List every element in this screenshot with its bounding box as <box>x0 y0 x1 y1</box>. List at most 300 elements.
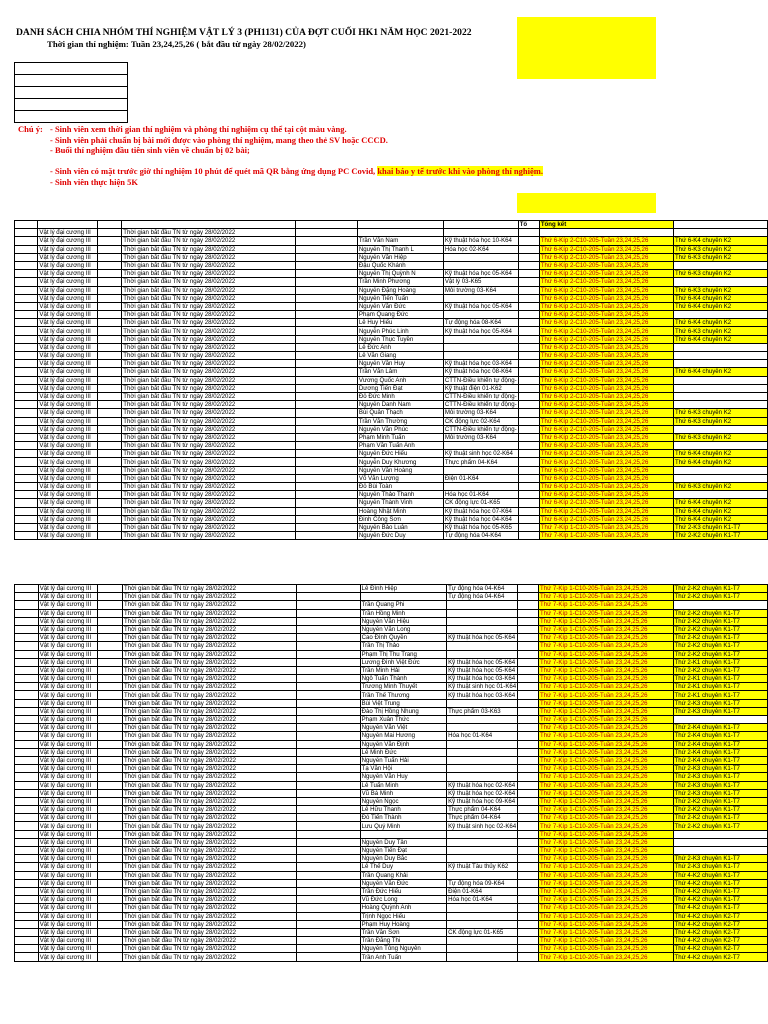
cell-course: Vật lý đại cương III <box>38 253 98 261</box>
cell-extra-schedule <box>673 360 767 368</box>
cell-blank <box>98 937 123 945</box>
cell-course: Vật lý đại cương III <box>38 789 98 797</box>
cell-class <box>443 294 518 302</box>
cell-course: Vật lý đại cương III <box>38 278 98 286</box>
cell-schedule: Thứ 7-Kíp 1-C10-205-Tuần 23,24,25,26 <box>539 691 674 699</box>
cell-student-name: Đỗ Tiến Thành <box>360 814 446 822</box>
cell-blank <box>15 683 39 691</box>
cell-class <box>443 311 518 319</box>
cell-student-name: Lê Tuấn Minh <box>360 781 446 789</box>
cell-blank <box>98 928 123 936</box>
cell-blank <box>518 261 539 269</box>
cell-extra-schedule: Thứ 2-K3 chuyên K1-T7 <box>673 707 767 715</box>
table-row <box>15 879 768 887</box>
cell-course: Vật lý đại cương III <box>38 855 98 863</box>
cell-blank <box>295 352 357 360</box>
cell-extra-schedule: Thứ 2-K2 chuyên K1-T7 <box>673 797 767 805</box>
cell-blank <box>297 601 360 609</box>
cell-blank <box>97 392 121 400</box>
table-row <box>15 781 768 789</box>
note-line: - Sinh viên có mặt trước giờ thí nghiệm 10 phút để quét mã QR bằng ứng dụng PC Covid, khai báo y tế trước khi vào phòng thí nghiệm. <box>50 166 543 176</box>
cell-student-name: Đỗ Đức Minh <box>357 392 443 400</box>
cell-time: Thời gian bắt đầu TN từ ngày 28/02/2022 <box>122 302 295 310</box>
cell-blank <box>518 311 539 319</box>
cell-blank <box>15 442 38 450</box>
cell-blank <box>15 352 38 360</box>
cell-course: Vật lý đại cương III <box>38 937 98 945</box>
cell-extra-schedule: Thứ 2-K2 chuyên K1-T7 <box>673 532 767 540</box>
cell-blank <box>97 458 121 466</box>
cell-blank <box>297 765 360 773</box>
cell-blank <box>98 887 123 895</box>
cell-blank <box>97 343 121 351</box>
cell-blank <box>518 945 539 953</box>
cell-blank <box>98 822 123 830</box>
cell-blank <box>295 491 357 499</box>
table-row <box>15 666 768 674</box>
cell-schedule: Thứ 7-Kíp 1-C10-205-Tuần 23,24,25,26 <box>539 920 674 928</box>
cell-blank <box>295 294 357 302</box>
cell-blank <box>97 302 121 310</box>
cell-student-name: Nguyễn Văn Hiệu <box>360 617 446 625</box>
cell-blank <box>518 675 539 683</box>
cell-schedule: Thứ 6-Kíp 2-C10-205-Tuần 23,24,25,26 <box>539 425 673 433</box>
cell-extra-schedule: Thứ 6-K3 chuyên K2 <box>673 286 767 294</box>
cell-class: Hóa học 02-K64 <box>443 245 518 253</box>
cell-course: Vật lý đại cương III <box>38 634 98 642</box>
cell-class: Kỹ thuật hóa học 05-K64 <box>443 302 518 310</box>
cell-class: Tự động hóa 04-K64 <box>443 532 518 540</box>
cell-blank <box>98 814 123 822</box>
cell-class: Kỹ thuật hóa học 03-K64 <box>447 675 518 683</box>
cell-blank <box>518 912 539 920</box>
cell-schedule: Thứ 7-Kíp 1-C10-205-Tuần 23,24,25,26 <box>539 887 674 895</box>
cell-time: Thời gian bắt đầu TN từ ngày 28/02/2022 <box>123 683 297 691</box>
cell-extra-schedule: Thứ 6-K4 chuyên K2 <box>673 302 767 310</box>
cell-blank <box>518 871 539 879</box>
cell-blank <box>15 773 39 781</box>
cell-blank <box>297 650 360 658</box>
cell-time: Thời gian bắt đầu TN từ ngày 28/02/2022 <box>123 887 297 895</box>
cell-student-name <box>360 830 446 838</box>
cell-blank <box>295 384 357 392</box>
cell-blank <box>97 294 121 302</box>
cell-course: Vật lý đại cương III <box>38 417 98 425</box>
cell-blank <box>15 376 38 384</box>
cell-time: Thời gian bắt đầu TN từ ngày 28/02/2022 <box>123 625 297 633</box>
table-row <box>15 401 768 409</box>
cell-blank <box>518 466 539 474</box>
cell-blank <box>15 879 39 887</box>
cell-time: Thời gian bắt đầu TN từ ngày 28/02/2022 <box>123 666 297 674</box>
cell-extra-schedule: Thứ 2-K1 chuyên K1-T7 <box>673 691 767 699</box>
student-table-1 <box>14 220 768 540</box>
cell-blank <box>15 311 38 319</box>
cell-blank <box>98 634 123 642</box>
cell-blank <box>297 593 360 601</box>
cell-blank <box>518 691 539 699</box>
cell-time: Thời gian bắt đầu TN từ ngày 28/02/2022 <box>122 343 295 351</box>
cell-blank <box>97 384 121 392</box>
table-row <box>15 797 768 805</box>
cell-student-name: Nguyễn Thị Thanh L <box>357 245 443 253</box>
cell-extra-schedule: Thứ 2-K4 chuyên K1-T7 <box>673 756 767 764</box>
table-row <box>15 732 768 740</box>
cell-blank <box>518 401 539 409</box>
cell-blank <box>297 830 360 838</box>
cell-blank <box>97 368 121 376</box>
cell-extra-schedule: Thứ 6-K3 chuyên K2 <box>673 327 767 335</box>
cell-time: Thời gian bắt đầu TN từ ngày 28/02/2022 <box>122 515 295 523</box>
cell-schedule: Thứ 7-Kíp 1-C10-205-Tuần 23,24,25,26 <box>539 806 674 814</box>
cell-blank <box>295 523 357 531</box>
cell-time: Thời gian bắt đầu TN từ ngày 28/02/2022 <box>123 756 297 764</box>
cell-blank <box>518 896 539 904</box>
table-row <box>15 765 768 773</box>
cell-schedule: Thứ 7-Kíp 1-C10-205-Tuần 23,24,25,26 <box>539 953 674 961</box>
cell-class: Kỹ thuật sinh học 02-K64 <box>448 822 517 830</box>
cell-student-name: Nguyễn Văn Phúc <box>357 425 443 433</box>
cell-blank <box>98 642 123 650</box>
cell-blank <box>15 625 39 633</box>
yellow-highlight-box <box>517 17 656 79</box>
cell-schedule: Thứ 6-Kíp 2-C10-205-Tuần 23,24,25,26 <box>539 442 673 450</box>
cell-student-name: Lê Đình Hiệp <box>360 585 446 593</box>
cell-schedule: Thứ 7-Kíp 1-C10-205-Tuần 23,24,25,26 <box>539 904 674 912</box>
cell-blank <box>297 699 360 707</box>
cell-time: Thời gian bắt đầu TN từ ngày 28/02/2022 <box>122 523 295 531</box>
cell-course: Vật lý đại cương III <box>38 863 98 871</box>
cell-blank <box>15 650 39 658</box>
cell-time: Thời gian bắt đầu TN từ ngày 28/02/2022 <box>123 871 297 879</box>
cell-course: Vật lý đại cương III <box>38 658 98 666</box>
cell-blank <box>97 237 121 245</box>
cell-blank <box>98 773 123 781</box>
cell-student-name: Trần Hồng Minh <box>360 609 446 617</box>
cell-class <box>447 765 518 773</box>
cell-extra-schedule: Thứ 2-K3 chuyên K1-T7 <box>673 699 767 707</box>
table-row <box>15 822 768 830</box>
cell-blank <box>295 261 357 269</box>
cell-blank <box>97 474 121 482</box>
note-line: - Sinh viên phải chuẩn bị bài mới được vào phòng thí nghiệm, mang theo thẻ SV hoặc CCCD. <box>50 134 388 145</box>
cell-blank <box>15 237 38 245</box>
cell-extra-schedule: Thứ 2-K3 chuyên K1-T7 <box>673 789 767 797</box>
cell-time: Thời gian bắt đầu TN từ ngày 28/02/2022 <box>122 253 295 261</box>
cell-blank <box>15 716 39 724</box>
cell-time: Thời gian bắt đầu TN từ ngày 28/02/2022 <box>122 491 295 499</box>
cell-class: Kỹ thuật hóa học 08-K64 <box>443 368 518 376</box>
cell-student-name: Trần Thị Thảo <box>360 642 446 650</box>
cell-schedule: Thứ 6-Kíp 2-C10-205-Tuần 23,24,25,26 <box>539 352 673 360</box>
cell-blank <box>518 789 539 797</box>
cell-class: CTTN-Điều khiển tự động- <box>444 425 517 433</box>
cell-time: Thời gian bắt đầu TN từ ngày 28/02/2022 <box>123 691 297 699</box>
cell-blank <box>98 855 123 863</box>
cell-blank <box>518 666 539 674</box>
cell-time: Thời gian bắt đầu TN từ ngày 28/02/2022 <box>122 458 295 466</box>
table-row <box>15 392 768 400</box>
cell-student-name: Vũ Bá Minh <box>360 789 446 797</box>
cell-class <box>443 352 518 360</box>
cell-schedule: Thứ 6-Kíp 2-C10-205-Tuần 23,24,25,26 <box>539 335 673 343</box>
cell-class <box>447 601 518 609</box>
cell-blank <box>295 237 357 245</box>
cell-blank <box>297 838 360 846</box>
cell-schedule: Thứ 7-Kíp 1-C10-205-Tuần 23,24,25,26 <box>539 937 674 945</box>
cell-extra-schedule: Thứ 6-K3 chuyên K2 <box>673 245 767 253</box>
cell-schedule: Thứ 7-Kíp 1-C10-205-Tuần 23,24,25,26 <box>539 855 674 863</box>
cell-schedule: Thứ 6-Kíp 2-C10-205-Tuần 23,24,25,26 <box>539 409 673 417</box>
cell-schedule: Thứ 7-Kíp 1-C10-205-Tuần 23,24,25,26 <box>539 740 674 748</box>
cell-extra-schedule <box>673 261 767 269</box>
cell-blank <box>98 806 123 814</box>
cell-blank <box>15 507 38 515</box>
cell-course: Vật lý đại cương III <box>38 474 98 482</box>
cell-blank <box>98 871 123 879</box>
cell-time: Thời gian bắt đầu TN từ ngày 28/02/2022 <box>123 617 297 625</box>
cell-student-name: Hoàng Nhật Minh <box>357 507 443 515</box>
cell-blank <box>518 425 539 433</box>
cell-student-name: Nguyễn Văn Hoàng <box>357 466 443 474</box>
cell-blank <box>295 327 357 335</box>
cell-blank <box>97 409 121 417</box>
table-row <box>15 368 768 376</box>
cell-blank <box>98 756 123 764</box>
cell-course: Vật lý đại cương III <box>38 294 98 302</box>
cell-student-name: Lê Đức Anh <box>357 343 443 351</box>
cell-blank <box>15 707 39 715</box>
cell-blank <box>15 806 39 814</box>
cell-student-name: Trần Quang Khải <box>360 871 446 879</box>
cell-blank <box>15 896 39 904</box>
cell-schedule: Thứ 7-Kíp 1-C10-205-Tuần 23,24,25,26 <box>539 532 673 540</box>
cell-time: Thời gian bắt đầu TN từ ngày 28/02/2022 <box>122 245 295 253</box>
cell-class <box>443 253 518 261</box>
cell-extra-schedule: Thứ 6-K4 chuyên K2 <box>673 450 767 458</box>
cell-student-name: Nguyễn Đặng Hoàng <box>357 286 443 294</box>
cell-course: Vật lý đại cương III <box>38 483 98 491</box>
cell-blank <box>15 740 39 748</box>
table-row <box>15 409 768 417</box>
table-row <box>15 904 768 912</box>
cell-course: Vật lý đại cương III <box>38 409 98 417</box>
cell-extra-schedule: Thứ 4-K2 chuyên K1-T7 <box>673 887 767 895</box>
cell-blank <box>97 253 121 261</box>
cell-class: Hóa học 01-K64 <box>447 896 518 904</box>
cell-extra-schedule: Thứ 6-K4 chuyên K2 <box>673 499 767 507</box>
table-row <box>15 319 768 327</box>
cell-blank <box>518 781 539 789</box>
table-row <box>15 634 768 642</box>
cell-time: Thời gian bắt đầu TN từ ngày 28/02/2022 <box>122 327 295 335</box>
cell-schedule: Thứ 6-Kíp 2-C10-205-Tuần 23,24,25,26 <box>539 294 673 302</box>
cell-schedule: Thứ 7-Kíp 1-C10-205-Tuần 23,24,25,26 <box>539 928 674 936</box>
cell-blank <box>518 838 539 846</box>
cell-class: Môi trường 03-K64 <box>443 433 518 441</box>
cell-extra-schedule: Thứ 4-K2 chuyên K2-T7 <box>673 912 767 920</box>
cell-class: CTTN-Điều khiển tự động- <box>444 393 517 401</box>
table-row <box>15 748 768 756</box>
cell-blank <box>295 270 357 278</box>
cell-blank <box>15 822 39 830</box>
cell-time: Thời gian bắt đầu TN từ ngày 28/02/2022 <box>123 847 297 855</box>
cell-student-name: Phạm Xuân Thức <box>360 716 446 724</box>
cell-student-name: Nguyễn Danh Nam <box>357 401 443 409</box>
cell-extra-schedule: Thứ 6-K4 chuyên K2 <box>673 368 767 376</box>
cell-schedule: Thứ 7-Kíp 1-C10-205-Tuần 23,24,25,26 <box>539 625 674 633</box>
cell-course: Vật lý đại cương III <box>38 319 98 327</box>
cell-course: Vật lý đại cương III <box>38 270 98 278</box>
cell-course: Vật lý đại cương III <box>38 871 98 879</box>
table-row <box>15 650 768 658</box>
cell-time: Thời gian bắt đầu TN từ ngày 28/02/2022 <box>123 707 297 715</box>
cell-schedule: Thứ 7-Kíp 1-C10-205-Tuần 23,24,25,26 <box>539 879 674 887</box>
table-row <box>15 625 768 633</box>
cell-time: Thời gian bắt đầu TN từ ngày 28/02/2022 <box>122 532 295 540</box>
cell-student-name: Nguyễn Duy Bắc <box>360 855 446 863</box>
cell-student-name: Trần Văn Nam <box>357 237 443 245</box>
cell-blank <box>15 401 38 409</box>
cell-course: Vật lý đại cương III <box>38 523 98 531</box>
cell-student-name: Nguyễn Phúc Linh <box>357 327 443 335</box>
cell-blank <box>98 847 123 855</box>
cell-blank <box>15 327 38 335</box>
cell-blank <box>15 302 38 310</box>
table-row <box>15 699 768 707</box>
table-row <box>15 384 768 392</box>
student-table-2 <box>14 584 768 962</box>
cell-extra-schedule <box>673 343 767 351</box>
cell-blank <box>15 499 38 507</box>
cell-blank <box>97 327 121 335</box>
cell-blank <box>15 474 38 482</box>
cell-course: Vật lý đại cương III <box>38 896 98 904</box>
cell-blank <box>15 765 39 773</box>
cell-blank <box>97 433 121 441</box>
cell-blank <box>297 863 360 871</box>
cell-blank <box>297 658 360 666</box>
cell-blank <box>15 392 38 400</box>
cell-blank <box>15 532 38 540</box>
cell-class: Hóa học 01-K64 <box>447 732 518 740</box>
cell-time: Thời gian bắt đầu TN từ ngày 28/02/2022 <box>122 409 295 417</box>
cell-time: Thời gian bắt đầu TN từ ngày 28/02/2022 <box>123 912 297 920</box>
cell-schedule: Thứ 7-Kíp 1-C10-205-Tuần 23,24,25,26 <box>539 896 674 904</box>
cell-time: Thời gian bắt đầu TN từ ngày 28/02/2022 <box>123 699 297 707</box>
cell-schedule: Thứ 6-Kíp 2-C10-205-Tuần 23,24,25,26 <box>539 401 673 409</box>
cell-course: Vật lý đại cương III <box>38 515 98 523</box>
table-row <box>15 433 768 441</box>
cell-class <box>447 871 518 879</box>
cell-blank <box>97 499 121 507</box>
table-row <box>15 871 768 879</box>
cell-time: Thời gian bắt đầu TN từ ngày 28/02/2022 <box>123 732 297 740</box>
cell-schedule: Thứ 7-Kíp 1-C10-205-Tuần 23,24,25,26 <box>539 666 674 674</box>
cell-class: Kỹ thuật hóa học 02-K64 <box>447 781 518 789</box>
cell-extra-schedule: Thứ 4-K2 chuyên K1-T7 <box>673 896 767 904</box>
cell-blank <box>295 392 357 400</box>
table-row <box>15 756 768 764</box>
cell-extra-schedule: Thứ 6-K3 chuyên K2 <box>673 270 767 278</box>
cell-student-name: Phạm Văn Tuấn Anh <box>357 442 443 450</box>
cell-class <box>447 904 518 912</box>
cell-blank <box>297 756 360 764</box>
cell-time: Thời gian bắt đầu TN từ ngày 28/02/2022 <box>122 335 295 343</box>
cell-class <box>447 945 518 953</box>
cell-course: Vật lý đại cương III <box>38 352 98 360</box>
cell-blank <box>297 748 360 756</box>
cell-class <box>443 335 518 343</box>
cell-blank <box>518 294 539 302</box>
cell-blank <box>15 593 39 601</box>
cell-class <box>443 466 518 474</box>
table-row <box>15 724 768 732</box>
cell-extra-schedule <box>673 442 767 450</box>
cell-blank <box>97 278 121 286</box>
cell-schedule: Thứ 7-Kíp 1-C10-205-Tuần 23,24,25,26 <box>539 650 674 658</box>
cell-course: Vật lý đại cương III <box>38 491 98 499</box>
cell-blank <box>97 515 121 523</box>
cell-course: Vật lý đại cương III <box>38 368 98 376</box>
cell-blank <box>15 953 39 961</box>
cell-blank <box>97 466 121 474</box>
cell-blank <box>518 904 539 912</box>
document-title: DANH SÁCH CHIA NHÓM THÍ NGHIỆM VẬT LÝ 3 (PH1131) CỦA ĐỢT CUỐI HK1 NĂM HỌC 2021-2022 <box>16 27 472 38</box>
cell-blank <box>518 392 539 400</box>
cell-blank <box>295 450 357 458</box>
cell-time: Thời gian bắt đầu TN từ ngày 28/02/2022 <box>122 376 295 384</box>
cell-blank <box>98 724 123 732</box>
cell-student-name: Nguyễn Đức Duy <box>357 532 443 540</box>
cell-time: Thời gian bắt đầu TN từ ngày 28/02/2022 <box>123 781 297 789</box>
cell-extra-schedule <box>673 847 767 855</box>
cell-extra-schedule: Thứ 2-K2 chuyên K1-T7 <box>673 822 767 830</box>
cell-extra-schedule: Thứ 4-K2 chuyên K2-T7 <box>673 953 767 961</box>
cell-time: Thời gian bắt đầu TN từ ngày 28/02/2022 <box>122 450 295 458</box>
cell-student-name: Trần Anh Tuấn <box>360 953 446 961</box>
cell-student-name: Lưu Quý Minh <box>360 822 446 830</box>
cell-blank <box>518 474 539 482</box>
cell-blank <box>98 593 123 601</box>
note-line: - Buổi thí nghiệm đầu tiên sinh viên về chuẩn bị 02 bài; <box>50 145 250 155</box>
cell-class: CK động lực 02-K64 <box>443 417 518 425</box>
cell-blank <box>518 319 539 327</box>
cell-blank <box>15 319 38 327</box>
cell-course: Vật lý đại cương III <box>38 585 98 593</box>
cell-blank <box>297 625 360 633</box>
cell-schedule: Thứ 7-Kíp 1-C10-205-Tuần 23,24,25,26 <box>539 765 674 773</box>
cell-blank <box>98 601 123 609</box>
cell-blank <box>295 425 357 433</box>
cell-blank <box>15 887 39 895</box>
table-row <box>15 896 768 904</box>
cell-schedule: Thứ 6-Kíp 2-C10-205-Tuần 23,24,25,26 <box>539 237 673 245</box>
table-row <box>15 716 768 724</box>
cell-blank <box>295 335 357 343</box>
cell-blank <box>15 286 38 294</box>
cell-extra-schedule: Thứ 2-K3 chuyên K1-T7 <box>673 765 767 773</box>
cell-blank <box>98 716 123 724</box>
cell-blank <box>518 634 539 642</box>
cell-blank <box>518 515 539 523</box>
cell-blank <box>518 237 539 245</box>
table-row <box>15 937 768 945</box>
cell-blank <box>518 699 539 707</box>
cell-class: Thực phẩm 04-K64 <box>447 806 518 814</box>
cell-blank <box>97 245 121 253</box>
cell-student-name: Nguyễn Thành Vinh <box>357 499 443 507</box>
